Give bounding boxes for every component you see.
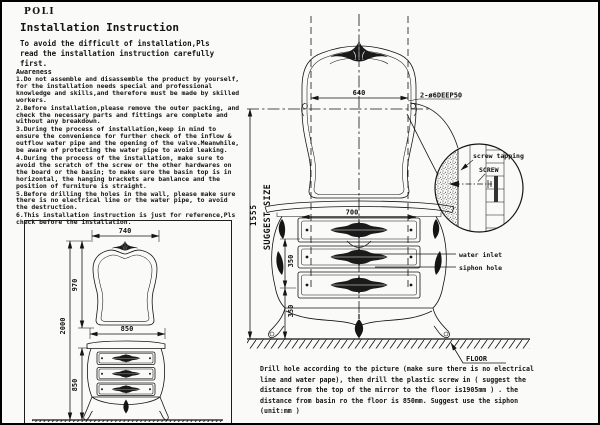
awareness-item-4: 4.During the process of the installation, make sure to avoid the scratch of the screw or the other hardwares on the board or the basin; to make sure the basin top is in horizontal, the hanging brackets are banlance and the position of furniture is straight. [16, 153, 232, 190]
dim-label-2000: 2000 [59, 317, 67, 335]
detail-leader-curve [410, 103, 458, 148]
dim-cabinet-width [90, 325, 165, 339]
cabinet-leg [269, 308, 285, 338]
siphon-hole-label: siphon hole [459, 264, 503, 272]
cabinet-front [84, 341, 169, 420]
drill-note-line: distance from the top of the mirror to the floor is1905mm ) . the [260, 386, 519, 394]
dim-mirror-width [92, 227, 159, 242]
dim-label-1555: 1555 [249, 203, 258, 227]
front-view-drawing [25, 221, 230, 422]
intro-line: To avoid the difficult of installation,Pls [20, 39, 210, 48]
dim-350-offsets [280, 239, 300, 339]
dim-label-350-lower: 350 [287, 304, 295, 318]
dim-suggest-height [249, 109, 258, 339]
dim-label-740: 740 [118, 227, 132, 235]
screw-tapping-leader [461, 160, 473, 170]
dim-label-850h: 850 [71, 378, 79, 392]
dim-label-850w: 850 [120, 325, 134, 333]
front-view-panel [24, 220, 232, 425]
floor-hatch-right [247, 339, 530, 349]
awareness-item-3: 3.During the process of installation,keep in mind to ensure the convenience for further check of the inflow & outflow water pipe and the opening of the valve.Meanwhile, be aware of protecting the water pipe to avoid leaking. [16, 125, 240, 155]
brand-logo: POLI [24, 7, 56, 17]
wall-section [434, 143, 458, 234]
awareness-item-6: 6.This installation instruction is just for reference,Pls check before the installation. [16, 211, 236, 227]
awareness-heading: Awareness [16, 68, 52, 76]
screw-label: SCREW [479, 166, 499, 174]
awareness-item-5: 5.Before drilling the holes in the wall, please make sure there is no electrical line or the water pipe, to avoid the destruction. [16, 189, 236, 212]
drill-note [260, 364, 532, 417]
intro-paragraph [20, 39, 214, 69]
mirror-back-batten [494, 176, 498, 202]
dim-label-970: 970 [71, 278, 79, 292]
drill-note-line: Drill hole according to the picture (make sure there is no electrical [260, 365, 534, 373]
awareness-item-1: 1.Do not assemble and disassemble the product by yourself, for the installation needs special and professional knowledge and skills,and therefore must be made by skilled workers. [16, 75, 240, 104]
wall-fixing-detail [434, 143, 524, 234]
dim-label-350-upper: 350 [287, 254, 295, 268]
stile-ornament [276, 219, 285, 275]
dim-cabinet-height [71, 348, 88, 420]
intro-line: first. [20, 59, 48, 68]
intro-line: read the installation instruction carefully [20, 49, 215, 58]
screw-leader [478, 174, 485, 182]
screw-holes-note: 2-ø6DEEP50 [420, 91, 463, 100]
dim-label-700: 700 [345, 208, 359, 217]
drill-note-line: distance from basin ro the floor is 850mm. Suggest use the siphon [260, 396, 519, 405]
dim-label-640: 640 [352, 89, 366, 97]
dim-screw-span [311, 89, 408, 98]
mirror-front [93, 241, 157, 325]
water-inlet-label: water inlet [459, 251, 503, 259]
floor-hatch-left [32, 420, 223, 422]
floor-label: FLOOR [466, 355, 488, 363]
suggest-size-label: SUGGEST SIZE [263, 183, 273, 251]
awareness-list [16, 76, 242, 227]
screw-tapping-label: screw tapping [473, 152, 524, 160]
drill-note-line: line and water pape), then drill the plastic screw in ( suggest the [260, 375, 526, 384]
unit-note: (unit:mm ) [260, 407, 300, 415]
dim-mirror-height [71, 241, 94, 328]
awareness-item-2: 2.Before installation,please remove the outer packing, and check the necessary parts and fittings are complete and without any breakdown. [16, 103, 240, 126]
page-title: Installation Instruction [20, 21, 179, 34]
dim-overall-height [59, 241, 91, 420]
installation-diagram [242, 10, 598, 366]
